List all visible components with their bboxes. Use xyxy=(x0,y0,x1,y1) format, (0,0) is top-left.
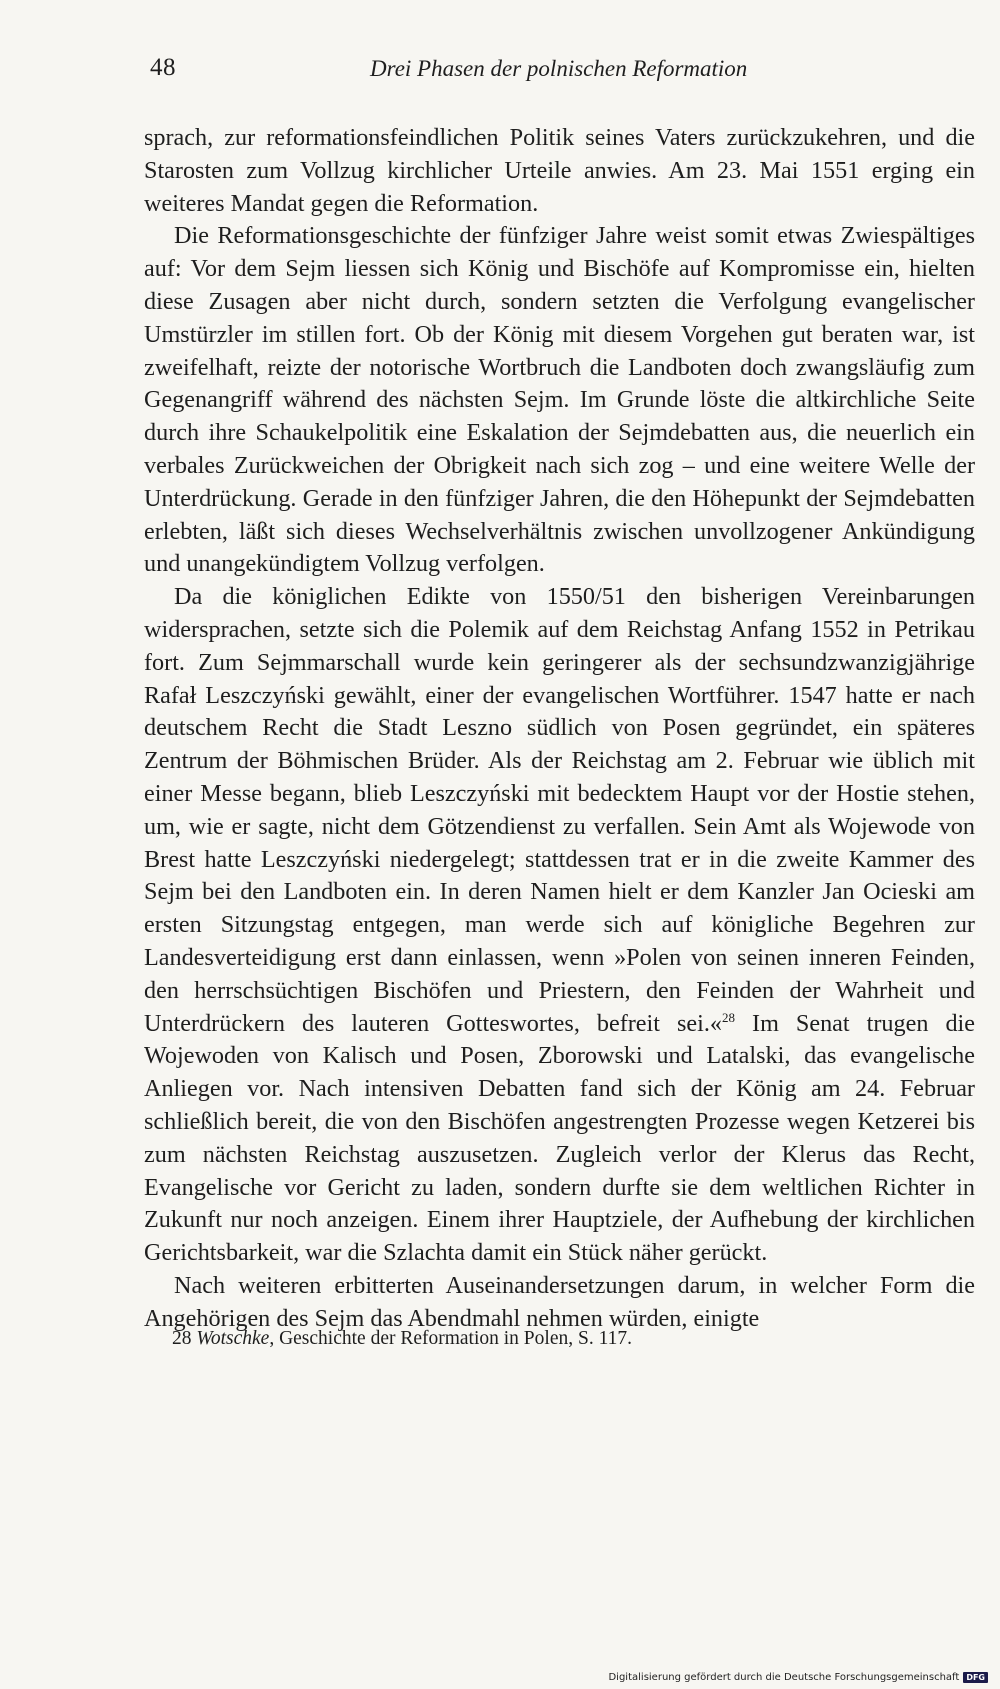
paragraph-3 xyxy=(144,581,975,1270)
running-head xyxy=(140,52,976,92)
footnote-text: , Geschichte der Reformation in Polen, S. 117. xyxy=(269,1328,632,1349)
page-number: 48 xyxy=(150,54,176,81)
footnote xyxy=(172,1326,952,1352)
body-text xyxy=(144,122,975,1335)
dfg-logo-icon: DFG xyxy=(963,1672,988,1683)
footnote-author: Wotschke xyxy=(196,1328,270,1349)
paragraph-1: sprach, zur reformationsfeindlichen Politik seines Vaters zurückzukehren, und die Starosten zum Vollzug kirchlicher Urteile anwies. Am 23. Mai 1551 erging ein weiteres Mandat gegen die Reformation. xyxy=(144,124,975,217)
digitization-text: Digitalisierung gefördert durch die Deutsche Forschungsgemeinschaft xyxy=(608,1672,960,1683)
footnote-number: 28 xyxy=(172,1328,192,1349)
running-title: Drei Phasen der polnischen Reformation xyxy=(370,56,748,81)
paragraph-3-text-before-note: Da die königlichen Edikte von 1550/51 den bisherigen Vereinbarungen widersprachen, setzte sich die Polemik auf dem Reichstag Anfang 1552 in Petrikau fort. Zum Sejmmarschall wurde kein geringerer als der sechsundzwanzigjährige Rafał Leszczyński gewählt, einer der evangelischen Wortführer. 1547 hatte er nach deutschem Recht die Stadt Leszno südlich von Posen gegründet, ein späteres Zentrum der Böhmischen Brüder. Als der Reichstag am 2. Februar wie üblich mit einer Messe begann, blieb Leszczyński mit bedecktem Haupt vor der Hostie stehen, um, wie er sagte, nicht dem Götzendienst zu verfallen. Sein Amt als Wojewode von Brest hatte Leszczyński niedergelegt; stattdessen trat er in die zweite Kammer des Sejm bei den Landboten ein. In deren Namen hielt er dem Kanzler Jan Ocieski am ersten Sitzungstag entgegen, man werde sich auf königliche Begehren zur Landesverteidigung erst dann einlassen, wenn »Polen von seinen inneren Feinden, den herrschsüchtigen Bischöfen und Priestern, den Feinden der Wahrheit und Unterdrückern des lauteren Gotteswortes, befreit sei.« xyxy=(144,583,975,1037)
digitization-notice xyxy=(608,1672,988,1683)
paragraph-3-text-after-note: Im Senat trugen die Wojewoden von Kalisch und Posen, Zborowski und Latalski, das evangelische Anliegen vor. Nach intensiven Debatten fand sich der König am 24. Februar schließlich bereit, die von den Bischöfen angestrengten Prozesse wegen Ketzerei bis zum nächsten Reichstag auszusetzen. Zugleich verlor der Klerus das Recht, Evangelische vor Gericht zu laden, sondern durfte sie dem weltlichen Richter in Zukunft nur noch anzeigen. Einem ihrer Hauptziele, der Aufhebung der kirchlichen Gerichtsbarkeit, war die Szlachta damit ein Stück näher gerückt. xyxy=(144,1009,975,1267)
paragraph-2: Die Reformationsgeschichte der fünfziger Jahre weist somit etwas Zwiespältiges auf: Vor dem Sejm liessen sich König und Bischöfe auf Kompromisse ein, hielten diese Zusagen aber nicht durch, sondern setzten die Verfolgung evangelischer Umstürzler im stillen fort. Ob der König mit diesem Vorgehen gut beraten war, ist zweifelhaft, reizte der notorische Wortbruch die Landboten doch zwangsläufig zum Gegenangriff während des nächsten Sejm. Im Grunde löste die altkirchliche Seite durch ihre Schaukelpolitik eine Eskalation der Sejmdebatten aus, die neuerlich ein verbales Zurückweichen der Obrigkeit nach sich zog – und eine weitere Welle der Unterdrückung. Gerade in den fünfziger Jahren, die den Höhepunkt der Sejmdebatten erlebten, läßt sich dieses Wechselverhältnis zwischen unvollzogener Ankündigung und unangekündigtem Vollzug verfolgen. xyxy=(144,222,975,578)
footnote-reference[interactable]: 28 xyxy=(722,1009,736,1025)
paragraph-4: Nach weiteren erbitterten Auseinandersetzungen darum, in welcher Form die Angehörigen des Sejm das Abendmahl nehmen würden, einigte xyxy=(144,1271,975,1332)
